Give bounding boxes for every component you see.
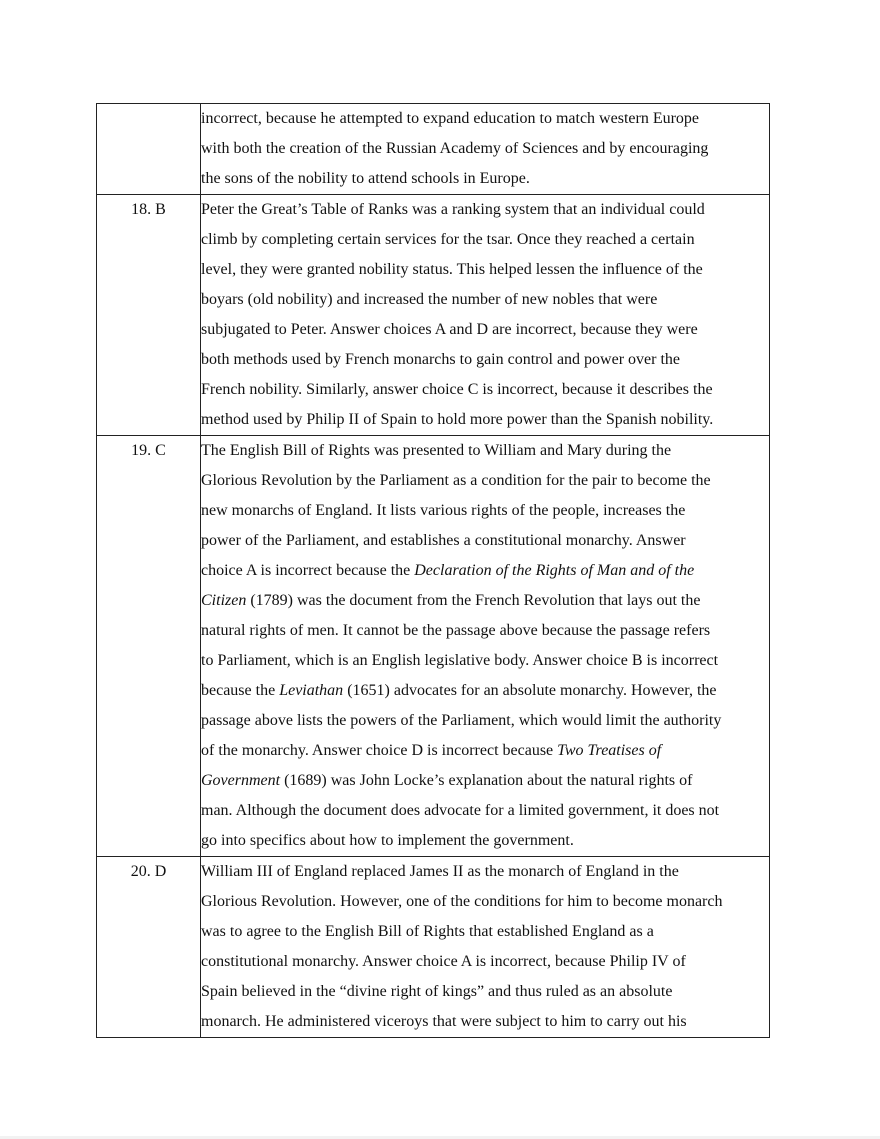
italic-title-text: Declaration of the Rights of Man and of the [414, 562, 695, 579]
body-text: choice A is incorrect because the [201, 562, 415, 579]
explanation-line [201, 586, 769, 616]
explanation-line [201, 826, 769, 856]
explanation-cell [201, 195, 770, 436]
body-text: natural rights of men. It cannot be the passage above because the passage refers [201, 622, 711, 639]
table-row [97, 436, 770, 857]
explanation-line [201, 405, 769, 435]
body-text: (1651) advocates for an absolute monarchy. However, the [343, 682, 717, 699]
italic-title-text: Leviathan [279, 682, 344, 699]
explanation-line [201, 977, 769, 1007]
explanation-line [201, 104, 769, 134]
body-text: constitutional monarchy. Answer choice A is incorrect, because Philip IV of [201, 953, 686, 970]
body-text: subjugated to Peter. Answer choices A and D are incorrect, because they were [201, 321, 698, 338]
body-text: man. Although the document does advocate for a limited government, it does not [201, 802, 720, 819]
body-text: boyars (old nobility) and increased the number of new nobles that were [201, 291, 658, 308]
table-row [97, 857, 770, 1038]
italic-title-text: Citizen [201, 592, 247, 609]
explanation-line [201, 255, 769, 285]
body-text: (1689) was John Locke’s explanation about the natural rights of [280, 772, 693, 789]
body-text: of the monarchy. Answer choice D is incorrect because [201, 742, 558, 759]
body-text: method used by Philip II of Spain to hold more power than the Spanish nobility. [201, 411, 714, 428]
explanation-line [201, 857, 769, 887]
body-text: new monarchs of England. It lists various rights of the people, increases the [201, 502, 686, 519]
explanation-line [201, 345, 769, 375]
answer-key-cell: 19. C [97, 436, 201, 857]
body-text: Glorious Revolution by the Parliament as a condition for the pair to become the [201, 472, 711, 489]
explanation-cell [201, 104, 770, 195]
explanation-line [201, 526, 769, 556]
answer-key-cell: 18. B [97, 195, 201, 436]
table-row [97, 104, 770, 195]
body-text: both methods used by French monarchs to gain control and power over the [201, 351, 680, 368]
table-row [97, 195, 770, 436]
explanation-line [201, 736, 769, 766]
explanation-line [201, 616, 769, 646]
explanation-line [201, 947, 769, 977]
explanation-line [201, 225, 769, 255]
body-text: because the [201, 682, 280, 699]
answer-key-cell: 20. D [97, 857, 201, 1038]
body-text: The English Bill of Rights was presented to William and Mary during the [201, 442, 672, 459]
italic-title-text: Government [201, 772, 281, 789]
explanation-cell [201, 857, 770, 1038]
body-text: (1789) was the document from the French Revolution that lays out the [246, 592, 701, 609]
answer-explanations-table [96, 103, 770, 1038]
body-text: with both the creation of the Russian Academy of Sciences and by encouraging [201, 140, 709, 157]
italic-title-text: Two Treatises of [557, 742, 662, 759]
explanation-line [201, 766, 769, 796]
body-text: Glorious Revolution. However, one of the conditions for him to become monarch [201, 893, 723, 910]
answer-key-cell [97, 104, 201, 195]
body-text: go into specifics about how to implement the government. [201, 832, 574, 849]
explanation-line [201, 285, 769, 315]
explanation-line [201, 496, 769, 526]
explanation-line [201, 195, 769, 225]
body-text: climb by completing certain services for the tsar. Once they reached a certain [201, 231, 695, 248]
explanation-line [201, 134, 769, 164]
explanation-line [201, 556, 769, 586]
explanation-cell [201, 436, 770, 857]
body-text: Spain believed in the “divine right of kings” and thus ruled as an absolute [201, 983, 673, 1000]
explanation-line [201, 1007, 769, 1037]
body-text: level, they were granted nobility status. This helped lessen the influence of the [201, 261, 703, 278]
explanation-line [201, 375, 769, 405]
body-text: incorrect, because he attempted to expand education to match western Europe [201, 110, 700, 127]
explanation-line [201, 887, 769, 917]
body-text: French nobility. Similarly, answer choice C is incorrect, because it describes the [201, 381, 713, 398]
body-text: William III of England replaced James II as the monarch of England in the [201, 863, 679, 880]
explanation-line [201, 796, 769, 826]
body-text: Peter the Great’s Table of Ranks was a ranking system that an individual could [201, 201, 705, 218]
explanation-line [201, 315, 769, 345]
body-text: was to agree to the English Bill of Rights that established England as a [201, 923, 654, 940]
explanation-line [201, 917, 769, 947]
explanation-line [201, 466, 769, 496]
explanation-line [201, 436, 769, 466]
explanation-line [201, 646, 769, 676]
explanation-line [201, 706, 769, 736]
body-text: power of the Parliament, and establishes a constitutional monarchy. Answer [201, 532, 686, 549]
body-text: the sons of the nobility to attend schools in Europe. [201, 170, 530, 187]
explanation-line [201, 676, 769, 706]
explanation-line [201, 164, 769, 194]
body-text: passage above lists the powers of the Parliament, which would limit the authority [201, 712, 722, 729]
body-text: to Parliament, which is an English legislative body. Answer choice B is incorrect [201, 652, 719, 669]
body-text: monarch. He administered viceroys that were subject to him to carry out his [201, 1013, 687, 1030]
